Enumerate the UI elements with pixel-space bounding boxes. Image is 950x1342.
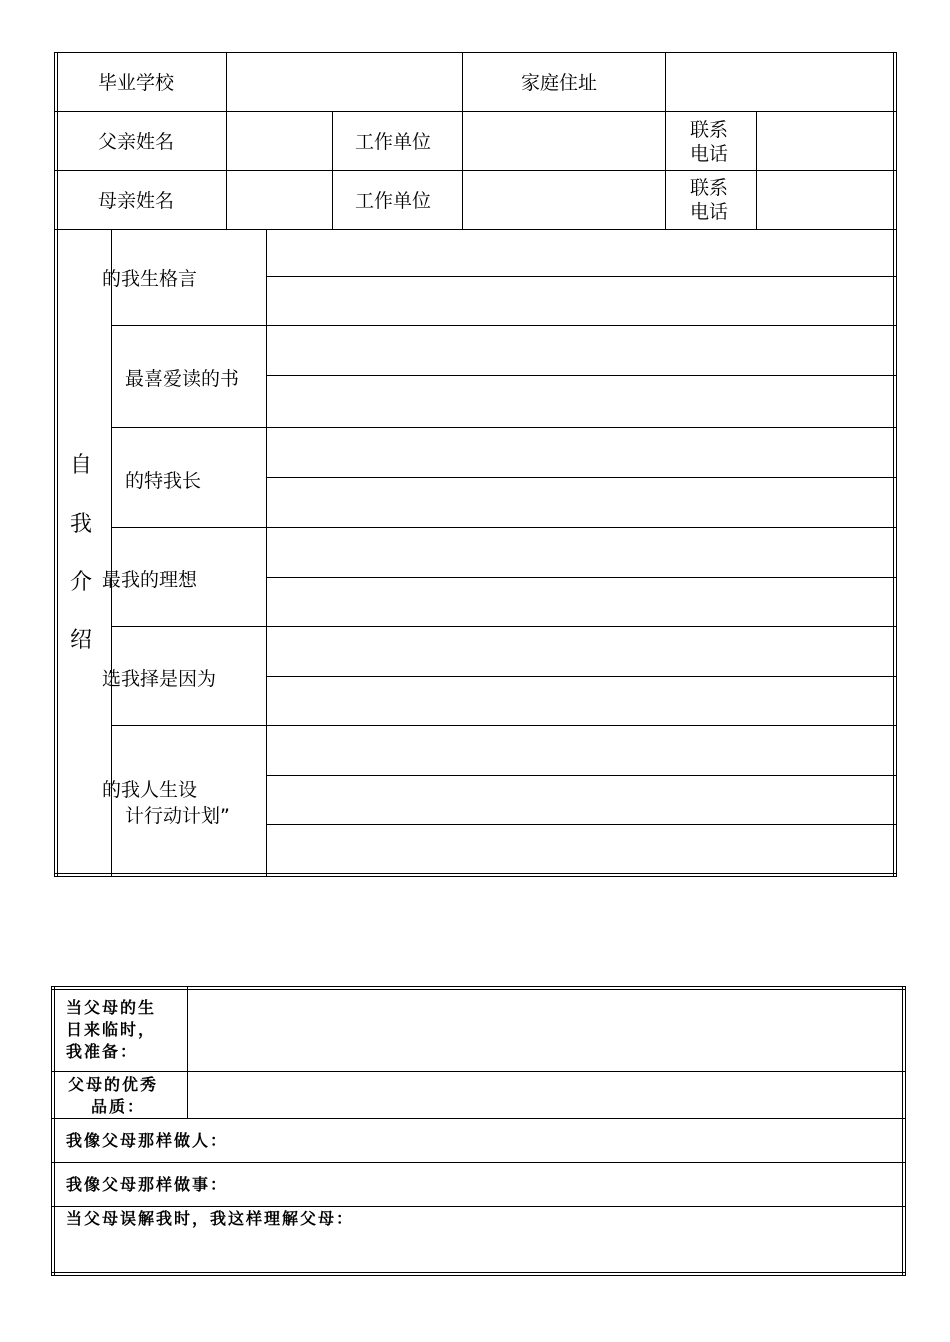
father-work-unit-field[interactable] <box>463 112 665 170</box>
understand-field[interactable] <box>55 1232 902 1272</box>
father-work-unit-label: 工作单位 <box>355 131 432 153</box>
mother-work-unit-field[interactable] <box>463 171 665 229</box>
life-plan-field[interactable] <box>267 726 893 873</box>
graduated-school-label: 毕业学校 <box>98 72 175 94</box>
birthday-label-line2: 日来临时， <box>66 1020 157 1039</box>
motto-field[interactable] <box>267 230 893 325</box>
birthday-label-line3: 我准备： <box>66 1042 139 1061</box>
be-like-field[interactable] <box>260 1119 902 1162</box>
ideal-field[interactable] <box>267 528 893 626</box>
self-intro-title-char-1: 自 <box>70 453 93 478</box>
favorite-book-field[interactable] <box>267 326 893 427</box>
mother-phone-label-line2: 电话 <box>690 201 729 223</box>
motto-label: 的我生格言 <box>102 268 198 290</box>
do-like-label: 我像父母那样做事： <box>66 1175 229 1194</box>
father-name-label: 父亲姓名 <box>98 131 175 153</box>
quality-field[interactable] <box>188 1072 902 1118</box>
specialty-field[interactable] <box>267 428 893 527</box>
favorite-book-label: 最喜爱读的书 <box>125 368 240 390</box>
life-plan-label-line1: 的我人生设 <box>102 779 198 801</box>
birthday-field[interactable] <box>188 990 902 1071</box>
do-like-field[interactable] <box>260 1163 902 1206</box>
mother-name-label: 母亲姓名 <box>98 190 175 212</box>
mother-work-unit-label: 工作单位 <box>355 190 432 212</box>
mother-phone-label-line1: 联系 <box>690 177 729 199</box>
quality-label-line1: 父母的优秀 <box>68 1075 159 1094</box>
father-phone-label-line2: 电话 <box>690 143 729 165</box>
father-name-field[interactable] <box>227 112 332 170</box>
life-plan-label-line2: 计行动计划” <box>125 805 230 827</box>
home-address-label: 家庭住址 <box>521 72 598 94</box>
be-like-label: 我像父母那样做人： <box>66 1131 229 1150</box>
specialty-label: 的特我长 <box>125 470 202 492</box>
mother-name-field[interactable] <box>227 171 332 229</box>
mother-phone-field[interactable] <box>757 171 893 229</box>
self-intro-title-char-4: 绍 <box>70 628 93 653</box>
graduated-school-field[interactable] <box>227 53 462 111</box>
home-address-field[interactable] <box>666 53 893 111</box>
reason-field[interactable] <box>267 627 893 725</box>
birthday-label-line1: 当父母的生 <box>66 998 157 1017</box>
understand-label: 当父母误解我时，我这样理解父母： <box>66 1209 355 1228</box>
father-phone-label-line1: 联系 <box>690 119 729 141</box>
parents-table <box>0 980 950 1280</box>
father-phone-field[interactable] <box>757 112 893 170</box>
self-intro-title-char-2: 我 <box>70 512 93 537</box>
reason-label: 选我择是因为 <box>102 668 217 690</box>
ideal-label: 最我的理想 <box>102 569 198 591</box>
self-intro-title-char-3: 介 <box>70 570 93 595</box>
quality-label-line2: 品质： <box>91 1097 146 1116</box>
